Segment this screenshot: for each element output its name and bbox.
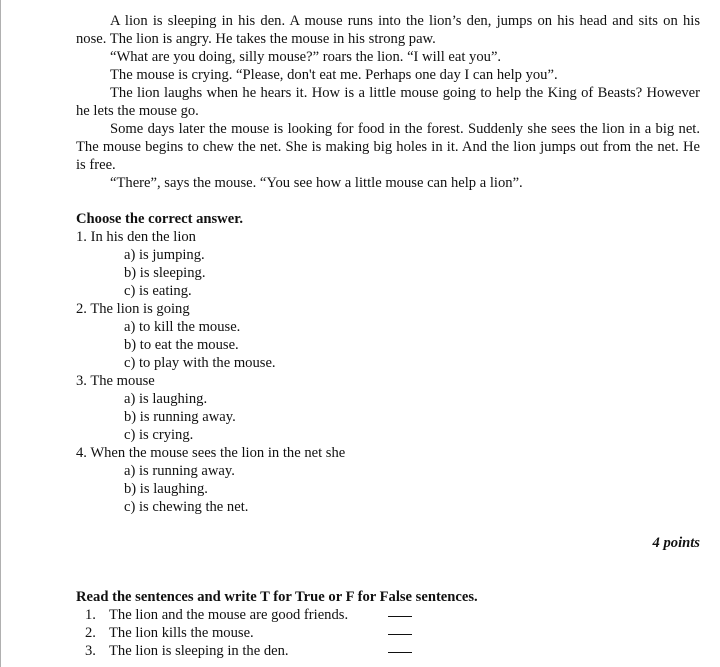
question-3 bbox=[76, 372, 700, 444]
answer-option: b) is laughing. bbox=[124, 481, 208, 497]
answer-option: a) is laughing. bbox=[124, 391, 208, 407]
question-text: 2. The lion is going bbox=[76, 301, 190, 317]
question-4 bbox=[76, 444, 700, 516]
answer-blank[interactable] bbox=[388, 616, 412, 617]
story-paragraph: The mouse is crying. “Please, don't eat me. Perhaps one day I can help you”. bbox=[110, 67, 558, 83]
item-text: The lion is sleeping in the den. bbox=[109, 643, 289, 659]
question-text: 4. When the mouse sees the lion in the net she bbox=[76, 445, 346, 461]
item-number: 2. bbox=[85, 625, 96, 641]
answer-blank[interactable] bbox=[388, 634, 412, 635]
true-false-item bbox=[76, 642, 700, 660]
answer-option: b) to eat the mouse. bbox=[124, 337, 239, 353]
story-paragraph: A lion is sleeping in his den. A mouse runs into the lion’s den, jumps on his head and sits on his nose. The lion is angry. He takes the mouse in his strong paw. bbox=[76, 13, 700, 47]
answer-blank[interactable] bbox=[388, 652, 412, 653]
true-false-heading: Read the sentences and write T for True or F for False sentences. bbox=[76, 589, 478, 605]
answer-option: a) to kill the mouse. bbox=[124, 319, 241, 335]
story-text bbox=[76, 12, 700, 192]
item-number: 3. bbox=[85, 643, 96, 659]
choice-heading: Choose the correct answer. bbox=[76, 211, 243, 227]
item-text: The lion kills the mouse. bbox=[109, 625, 254, 641]
question-text: 3. The mouse bbox=[76, 373, 155, 389]
story-paragraph: “There”, says the mouse. “You see how a little mouse can help a lion”. bbox=[110, 175, 523, 191]
answer-option: c) is eating. bbox=[124, 283, 192, 299]
true-false-item bbox=[76, 606, 700, 624]
answer-option: c) is crying. bbox=[124, 427, 194, 443]
answer-option: b) is sleeping. bbox=[124, 265, 206, 281]
true-false-list bbox=[76, 606, 700, 660]
item-text: The lion and the mouse are good friends. bbox=[109, 607, 349, 623]
question-text: 1. In his den the lion bbox=[76, 229, 196, 245]
story-paragraph: The lion laughs when he hears it. How is a little mouse going to help the King of Beasts? However he lets the mouse go. bbox=[76, 85, 700, 119]
answer-option: b) is running away. bbox=[124, 409, 236, 425]
page-left-border bbox=[0, 0, 1, 667]
worksheet-page bbox=[76, 12, 700, 660]
story-paragraph: “What are you doing, silly mouse?” roars the lion. “I will eat you”. bbox=[110, 49, 502, 65]
points-label: 4 points bbox=[652, 535, 700, 551]
question-2 bbox=[76, 300, 700, 372]
story-paragraph: Some days later the mouse is looking for food in the forest. Suddenly she sees the lion in a big net. The mouse begins to chew the net. She is making big holes in it. And the lion jumps out from the net. He is free. bbox=[76, 121, 700, 173]
item-number: 1. bbox=[85, 607, 96, 623]
answer-option: a) is jumping. bbox=[124, 247, 205, 263]
answer-option: c) is chewing the net. bbox=[124, 499, 249, 515]
question-1 bbox=[76, 228, 700, 300]
true-false-item bbox=[76, 624, 700, 642]
answer-option: c) to play with the mouse. bbox=[124, 355, 276, 371]
answer-option: a) is running away. bbox=[124, 463, 235, 479]
